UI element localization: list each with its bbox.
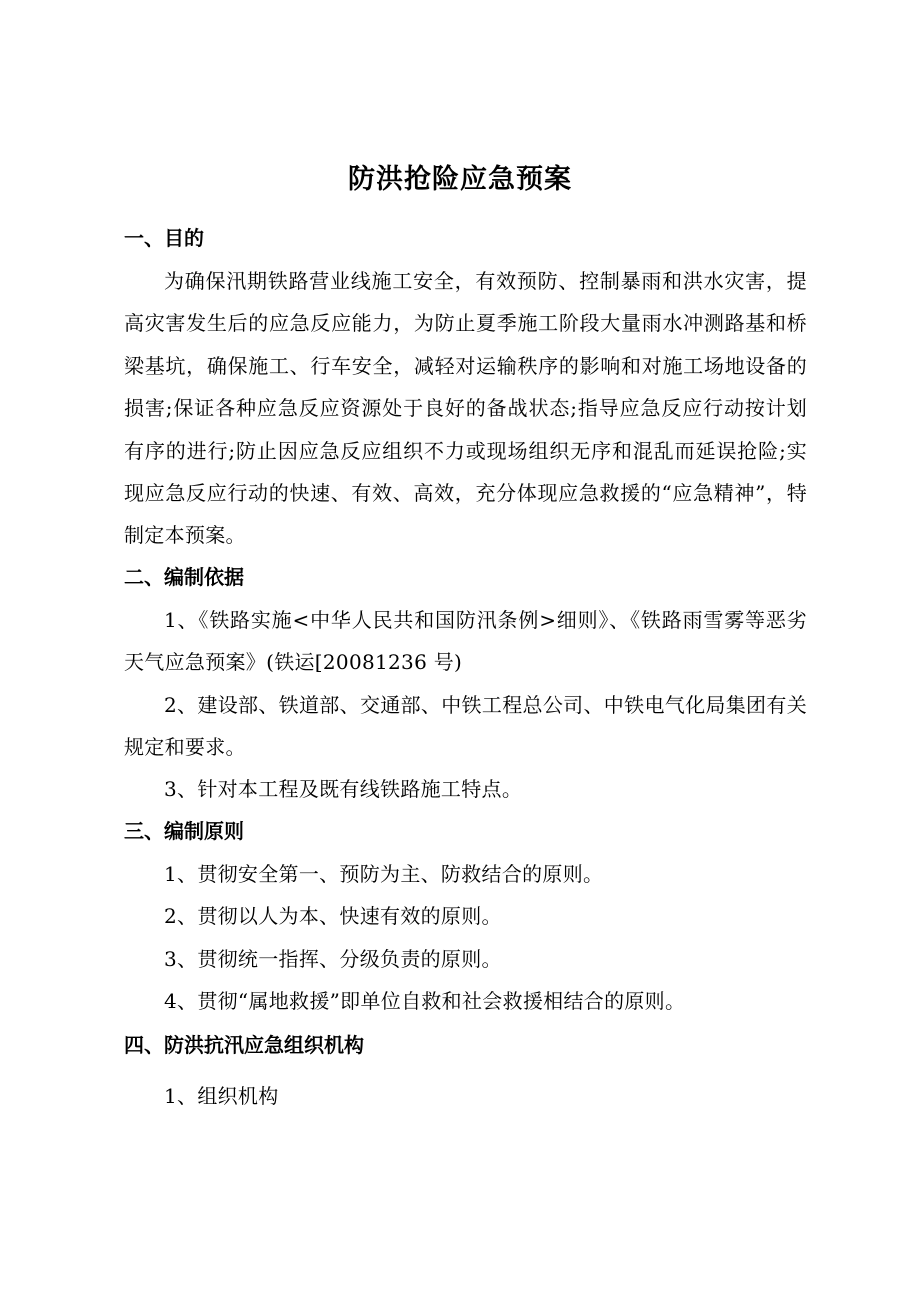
section-heading-purpose: 一、目的 bbox=[124, 226, 204, 250]
section-heading-principles: 三、编制原则 bbox=[124, 818, 244, 843]
document-body bbox=[124, 218, 807, 1117]
principle-item-3: 3、贯彻统一指挥、分级负责的原则。 bbox=[164, 946, 502, 971]
organization-item-1: 1、组织机构 bbox=[164, 1083, 279, 1108]
basis-item-1: 1、《铁路实施<中华人民共和国防汛条例>细则》、《铁路雨雪雾等恶劣天气应急预案》(铁运[20081236 号) bbox=[124, 607, 807, 675]
principle-item-2: 2、贯彻以人为本、快速有效的原则。 bbox=[164, 904, 502, 929]
principle-item-1: 1、贯彻安全第一、预防为主、防救结合的原则。 bbox=[164, 861, 604, 886]
section-heading-basis: 二、编制依据 bbox=[124, 564, 244, 589]
section-heading-organization: 四、防洪抗汛应急组织机构 bbox=[124, 1032, 364, 1057]
principle-item-4: 4、贯彻“属地救援”即单位自救和社会救援相结合的原则。 bbox=[164, 989, 686, 1014]
document-title: 防洪抢险应急预案 bbox=[348, 164, 572, 195]
basis-item-3: 3、针对本工程及既有线铁路施工特点。 bbox=[164, 777, 523, 802]
section-paragraph-purpose: 为确保汛期铁路营业线施工安全，有效预防、控制暴雨和洪水灾害，提高灾害发生后的应急反应能力，为防止夏季施工阶段大量雨水冲测路基和桥梁基坑，确保施工、行车安全，减轻对运输秩序的影响和对施工场地设备的损害;保证各种应急反应资源处于良好的备战状态;指导应急反应行动按计划有序的进行;防止因应急反应组织不力或现场组织无序和混乱而延误抢险;实现应急反应行动的快速、有效、高效，充分体现应急救援的“应急精神”，特制定本预案。 bbox=[124, 269, 807, 548]
basis-item-2: 2、建设部、铁道部、交通部、中铁工程总公司、中铁电气化局集团有关规定和要求。 bbox=[124, 692, 807, 760]
